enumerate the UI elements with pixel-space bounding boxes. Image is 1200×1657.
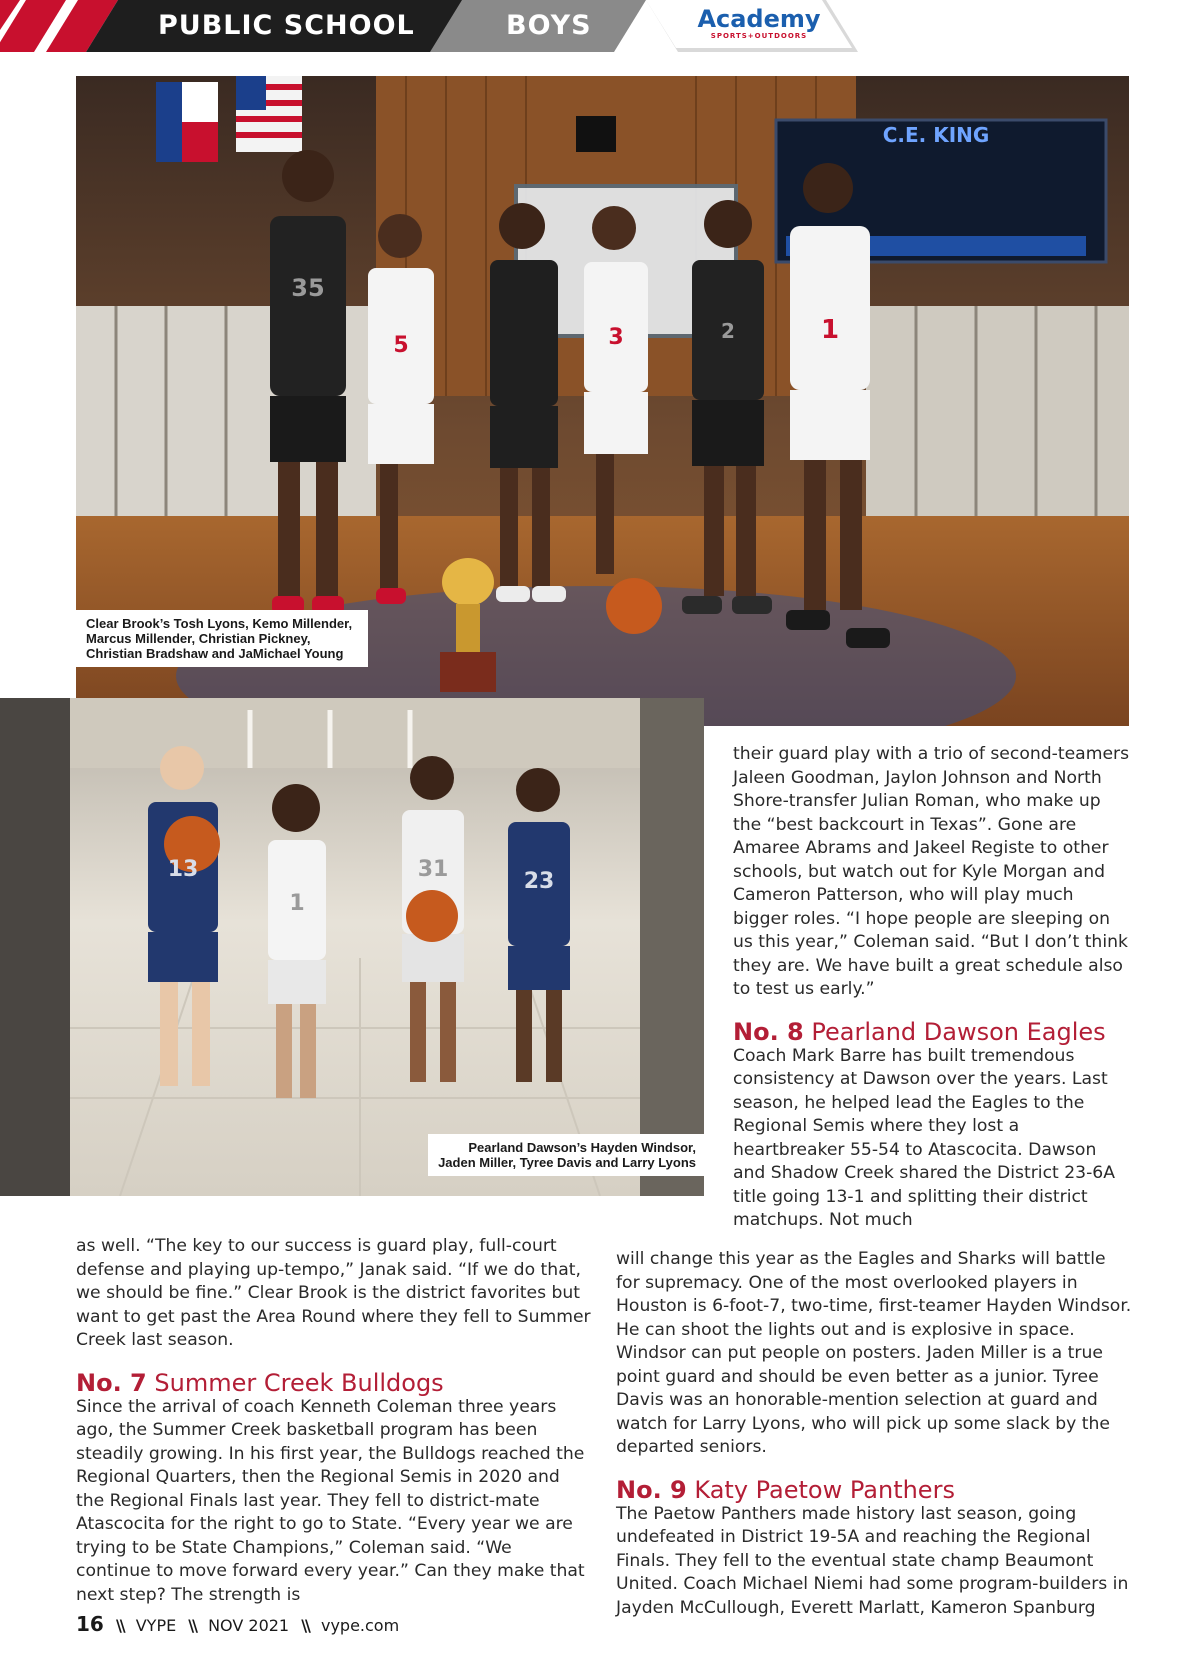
footer-separator: \\ [301,1616,309,1635]
clear-brook-photo-caption: Clear Brook’s Tosh Lyons, Kemo Millender, Marcus Millender, Christian Pickney, Christian Bradshaw and JaMichael Young [76,610,368,667]
pearland-dawson-photo-caption: Pearland Dawson’s Hayden Windsor, Jaden Miller, Tyree Davis and Larry Lyons [428,1134,704,1176]
article-column-right-upper [733,743,1133,1233]
sponsor-name: Academy [697,5,821,33]
sponsor-tagline: SPORTS+OUTDOORS [710,32,808,40]
section-label: PUBLIC SCHOOL [158,10,415,41]
jersey-number: 23 [523,869,555,894]
jersey-number: 3 [608,325,624,350]
article-column-left [76,1235,591,1607]
jersey-number: 13 [167,857,199,882]
magazine-name: VYPE [135,1616,177,1635]
jersey-number: 2 [721,319,735,343]
pearland-dawson-team-photo [0,698,704,1196]
jersey-number: 1 [820,315,840,345]
section-heading-no7 [76,1368,591,1397]
footer-separator: \\ [115,1616,124,1635]
team-name: Pearland Dawson Eagles [811,1017,1106,1046]
rank-number: No. 8 [733,1017,804,1046]
section-banner [0,0,1200,52]
section-heading-no9 [616,1475,1133,1504]
sponsor-logo [684,6,834,41]
rank-number: No. 7 [76,1368,147,1397]
section-heading-no8 [733,1017,1133,1046]
article-paragraph: will change this year as the Eagles and Sharks will battle for supremacy. One of the most overlooked players in Houston is 6-foot-7, two-time, first-teamer Hayden Windsor. He can shoot the lights out and is explosive in space. Windsor can put people on posters. Jaden Miller is a true point guard and should be even better as a junior. Tyree Davis was an honorable-mention selection at guard and watch for Larry Lyons, who will pick up some slack by the departed seniors. [616,1249,1132,1457]
jersey-number: 5 [393,333,409,358]
category-label: BOYS [506,10,592,41]
article-column-right-lower [616,1248,1133,1620]
scoreboard-text: C.E. KING [882,123,990,147]
jersey-number: 35 [291,274,325,302]
page-footer [76,1614,399,1636]
rank-number: No. 9 [616,1475,687,1504]
article-paragraph: Coach Mark Barre has built tremendous consistency at Dawson over the years. Last season, he helped lead the Eagles to the Regional Semis where they lost a heartbreaker 55-54 to Atascocita. Dawson and Shadow Creek shared the District 23-6A title going 13-1 and splitting their district matchups. Not much [733,1045,1115,1230]
jersey-number: 1 [289,891,305,916]
issue-date: NOV 2021 [208,1616,290,1635]
website-link[interactable]: vype.com [320,1616,400,1635]
team-name: Summer Creek Bulldogs [154,1368,444,1397]
footer-separator: \\ [188,1616,196,1635]
page-number: 16 [76,1612,104,1636]
article-paragraph: Since the arrival of coach Kenneth Coleman three years ago, the Summer Creek basketball program has been steadily growing. In his first year, the Bulldogs reached the Regional Quarters, then the Regional Semis in 2020 and the Regional Finals last year. They fell to district-mate Atascocita for the right to go to State. “Every year we are trying to be State Champions,” Coleman said. “We continue to move forward every year.” Can they make that next step? The strength is [76,1396,585,1605]
article-paragraph: The Paetow Panthers made history last season, going undefeated in District 19-5A and reaching the Regional Finals. They fell to the eventual state champ Beaumont United. Coach Michael Niemi had some program-builders in Jayden McCullough, Everett Marlatt, Kameron Spanburg [616,1503,1129,1618]
jersey-number: 31 [417,857,449,882]
article-paragraph: as well. “The key to our success is guard play, full-court defense and playing up-tempo,” Janak said. “If we do that, we should be fine.” Clear Brook is the district favorites but want to get past the Area Round where they fell to Summer Creek last season. [76,1236,591,1350]
article-paragraph: their guard play with a trio of second-teamers Jaleen Goodman, Jaylon Johnson and North Shore-transfer Julian Roman, who make up the “best backcourt in Texas”. Gone are Amaree Abrams and Jakeel Registe to other schools, but watch out for Kyle Morgan and Cameron Patterson, who will play much bigger roles. “I hope people are sleeping on us this year,” Coleman said. “But I don’t think they are. We have built a great schedule also to test us early.” [733,744,1130,999]
team-name: Katy Paetow Panthers [694,1475,955,1504]
